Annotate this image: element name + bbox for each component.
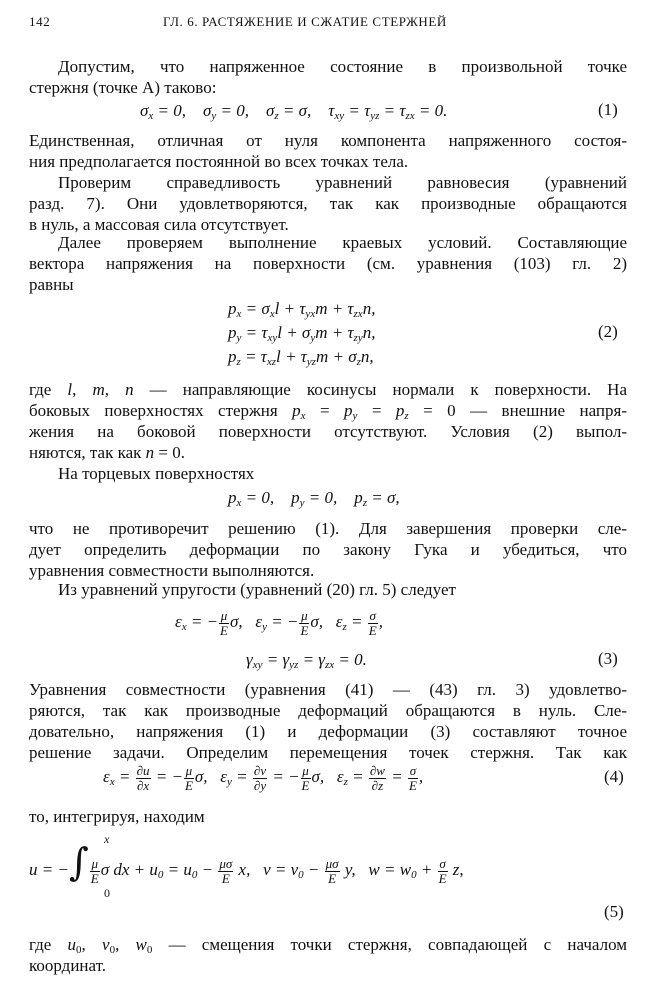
page-number: 142 (29, 14, 51, 29)
paragraph-line: что не противоречит решению (1). Для завершения проверки сле- (29, 519, 627, 538)
paragraph-line: разд. 7). Они удовлетворяются, так как производные обращаются (29, 194, 627, 213)
equation-1: $\sigma_x = 0$, $\sigma_y = 0$, $\sigma_z = \sigma$, $\tau_{xy} = \tau_{yz} = \tau_{zx} = 0$. (140, 101, 448, 122)
equation-5: u = −∫ $\frac{\mu}{E}$ σ dx + $u_0 = u_0$ − $\frac{\mu\sigma}{E}$ x, $v = v_0$ − $\frac{\mu\sigma}{E}$ y, $w = w_0$ + $\frac{\sigma}{E}$ z, (29, 840, 464, 886)
paragraph-line: Далее проверяем выполнение краевых условий. Составляющие (58, 233, 627, 252)
equation-3a: $\varepsilon_x$ = − $\frac{\mu}{E}$ σ, $\varepsilon_y$ = − $\frac{\mu}{E}$ σ, $\varepsilon_z$ = $\frac{\sigma}{E}$ , (175, 607, 383, 638)
running-title: ГЛ. 6. РАСТЯЖЕНИЕ И СЖАТИЕ СТЕРЖНЕЙ (163, 14, 447, 29)
paragraph-line: боковых поверхностях стержня $p_x = p_y = p_z = 0$ — внешние напря- (29, 401, 628, 422)
equation-2-line: $p_y = \tau_{xy}l + \sigma_ym + \tau_{zy}n$, (228, 323, 376, 344)
equation-number: (2) (598, 322, 618, 341)
paragraph-line: Проверим справедливость уравнений равновесия (уравнений (58, 173, 627, 192)
paragraph-line: Из уравнений упругости (уравнений (20) гл. 5) следует (58, 580, 456, 599)
paragraph-line: довательно, напряжения (1) и деформации (3) составляют точное (29, 722, 627, 741)
paragraph-line: решение задачи. Определим перемещения точек стержня. Так как (29, 743, 627, 762)
paragraph-line: Уравнения совместности (уравнения (41) — (43) гл. 3) удовлетво- (29, 680, 627, 699)
paragraph-line: ряются, так как производные деформаций обращаются в нуль. Сле- (29, 701, 627, 720)
paragraph-line: На торцевых поверхностях (58, 464, 255, 483)
equation-2-line: $p_z = \tau_{xz}l + \tau_{yz}m + \sigma_zn$, (228, 347, 374, 368)
equation-number: (4) (604, 767, 624, 786)
paragraph-line: жения на боковой поверхности отсутствуют. Условия (2) выпол- (29, 422, 627, 441)
equation-end-surfaces: $p_x = 0$, $p_y = 0$, $p_z = \sigma$, (228, 488, 400, 509)
paragraph-line: стержня (точке A) таково: (29, 78, 217, 97)
equation-4: $\varepsilon_x$ = $\frac{\partial u}{\partial x}$ = − $\frac{\mu}{E}$ σ, $\varepsilon_y$ = $\frac{\partial v}{\partial y}$ = − $\frac{\mu}{E}$ σ, $\varepsilon_z$ = $\frac{\partial w}{\partial z}$ = $\frac{\sigma}{E}$ , (103, 762, 424, 793)
paragraph-line: вектора напряжения на поверхности (см. уравнения (103) гл. 2) (29, 254, 627, 273)
paragraph-line: дует определить деформации по закону Гука и убедиться, что (29, 540, 627, 559)
paragraph-line: в нуль, а массовая сила отсутствует. (29, 215, 289, 234)
paragraph-line: где $u_0$, $v_0$, $w_0$ — смещения точки стержня, совпадающей с началом (29, 935, 628, 956)
equation-number: (5) (604, 902, 624, 921)
integral-lower-limit: 0 (104, 886, 110, 900)
paragraph-line: Единственная, отличная от нуля компонента напряженного состоя- (29, 131, 627, 150)
equation-number: (1) (598, 100, 618, 119)
equation-3b: $\gamma_{xy} = \gamma_{yz} = \gamma_{zx} = 0$. (246, 650, 367, 671)
paragraph-line: где l, m, n — направляющие косинусы нормали к поверхности. На (29, 380, 627, 399)
paragraph-line: уравнения совместности выполняются. (29, 561, 315, 580)
paragraph-line: координат. (29, 956, 107, 975)
integral-upper-limit: x (104, 832, 110, 846)
paragraph-line: Допустим, что напряженное состояние в произвольной точке (58, 57, 627, 76)
paragraph-line: ния предполагается постоянной во всех точках тела. (29, 152, 409, 171)
equation-number: (3) (598, 649, 618, 668)
paragraph-line: няются, так как n = 0. (29, 443, 185, 462)
equation-2-line: $p_x = \sigma_xl + \tau_{yx}m + \tau_{zx}n$, (228, 299, 376, 320)
paragraph-line: то, интегрируя, находим (29, 807, 205, 826)
paragraph-line: равны (29, 275, 74, 294)
